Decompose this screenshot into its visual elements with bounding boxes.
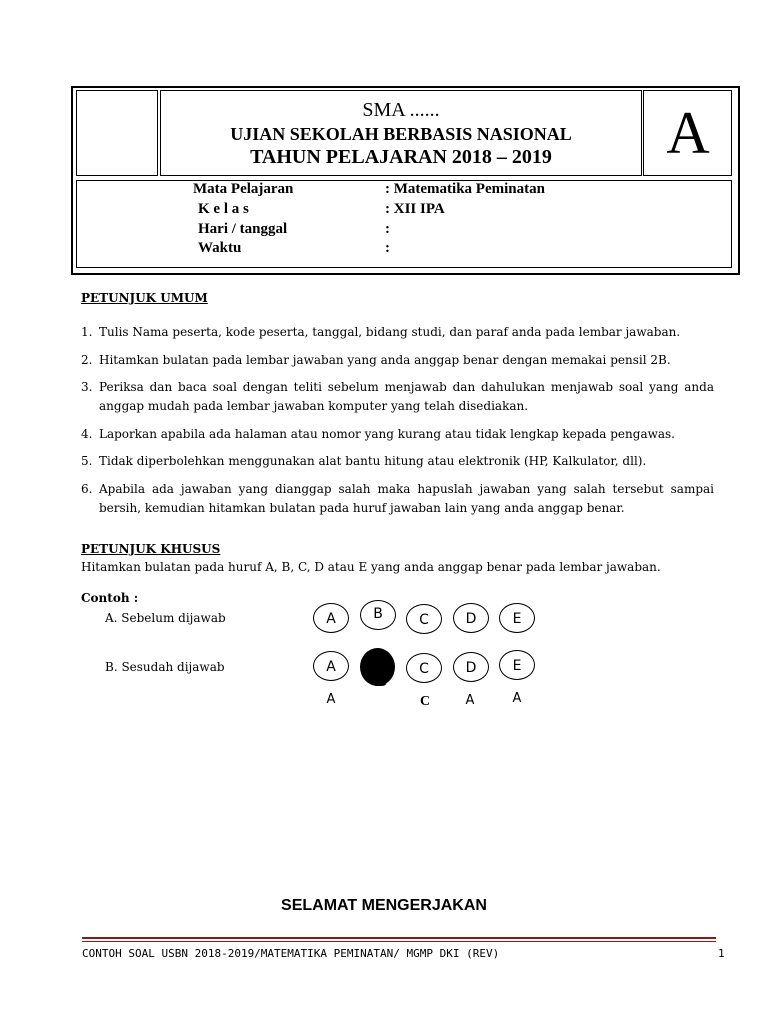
general-item [81, 323, 714, 342]
example-after-label: B. Sesudah dijawab [105, 660, 225, 674]
item-number: 2. [81, 353, 93, 367]
header-left-box [76, 90, 158, 176]
general-item [81, 378, 714, 416]
item-number: 3. [81, 380, 93, 394]
bubble-option-b: B [360, 600, 396, 630]
answer-bubble-a: A [313, 651, 349, 681]
exam-version: A [666, 100, 710, 166]
example-before-label: A. Sebelum dijawab [105, 611, 226, 625]
school-name: SMA ...... [362, 99, 440, 121]
info-label-time: Waktu [198, 240, 242, 256]
item-text: Periksa dan baca soal dengan teliti sebelum menjawab dan dahulukan menjawab soal yang anda anggap mudah pada lembar jawaban komputer yang telah disediakan. [99, 380, 714, 413]
bubble-option-c: C [406, 604, 442, 634]
item-number: 6. [81, 482, 93, 496]
answer-bubble-e: E [499, 650, 535, 680]
general-item [81, 425, 714, 444]
below-letter: A [465, 693, 475, 708]
special-instructions-text: Hitamkan bulatan pada huruf A, B, C, D atau E yang anda anggap benar pada lembar jawaban. [81, 560, 661, 574]
item-text: Apabila ada jawaban yang dianggap salah maka hapuslah jawaban yang salah tersebut sampai bersih, kemudian hitamkan bulatan pada huruf jawaban lain yang anda anggap benar. [99, 482, 714, 515]
page-number: 1 [718, 947, 725, 960]
item-number: 5. [81, 454, 93, 468]
general-item [81, 480, 714, 518]
info-value-date: : [385, 221, 390, 237]
info-value-subject: : Matematika Peminatan [385, 181, 545, 197]
item-number: 1. [81, 325, 93, 339]
general-item [81, 351, 714, 370]
info-label-date: Hari / tanggal [198, 221, 288, 237]
answer-bubble-d: D [453, 652, 489, 682]
info-label-subject: Mata Pelajaran [193, 181, 294, 197]
item-text: Hitamkan bulatan pada lembar jawaban yang anda anggap benar dengan memakai pensil 2B. [99, 353, 671, 367]
bubble-option-a: A [313, 603, 349, 633]
closing-message: SELAMAT MENGERJAKAN [281, 897, 487, 914]
bubble-option-d: D [453, 603, 489, 633]
exam-title: UJIAN SEKOLAH BERBASIS NASIONAL [230, 124, 572, 144]
item-text: Tulis Nama peserta, kode peserta, tanggal, bidang studi, dan paraf anda pada lembar jawaban. [99, 325, 681, 339]
general-item [81, 452, 714, 471]
footer-text: CONTOH SOAL USBN 2018-2019/MATEMATIKA PEMINATAN/ MGMP DKI (REV) [82, 947, 500, 960]
below-letter: C [419, 694, 431, 709]
example-label: Contoh : [81, 591, 139, 605]
item-text: Laporkan apabila ada halaman atau nomor yang kurang atau tidak lengkap kepada pengawas. [99, 427, 675, 441]
footer-rule-bottom [82, 941, 716, 942]
general-instructions-title: PETUNJUK UMUM [81, 291, 208, 305]
item-number: 4. [81, 427, 93, 441]
info-value-time: : [385, 240, 390, 256]
item-text: Tidak diperbolehkan menggunakan alat bantu hitung atau elektronik (HP, Kalkulator, dll). [99, 454, 647, 468]
answer-bubble-c: C [406, 653, 442, 683]
info-label-class: K e l a s [198, 201, 249, 217]
below-letter: A [512, 691, 522, 706]
special-instructions-title: PETUNJUK KHUSUS [81, 542, 221, 556]
below-letter: A [326, 692, 336, 707]
bubble-option-e: E [499, 603, 535, 633]
footer-rule-top [82, 937, 716, 939]
below-letter: B [374, 670, 387, 690]
info-value-class: : XII IPA [385, 201, 445, 217]
academic-year: TAHUN PELAJARAN 2018 – 2019 [250, 146, 552, 168]
